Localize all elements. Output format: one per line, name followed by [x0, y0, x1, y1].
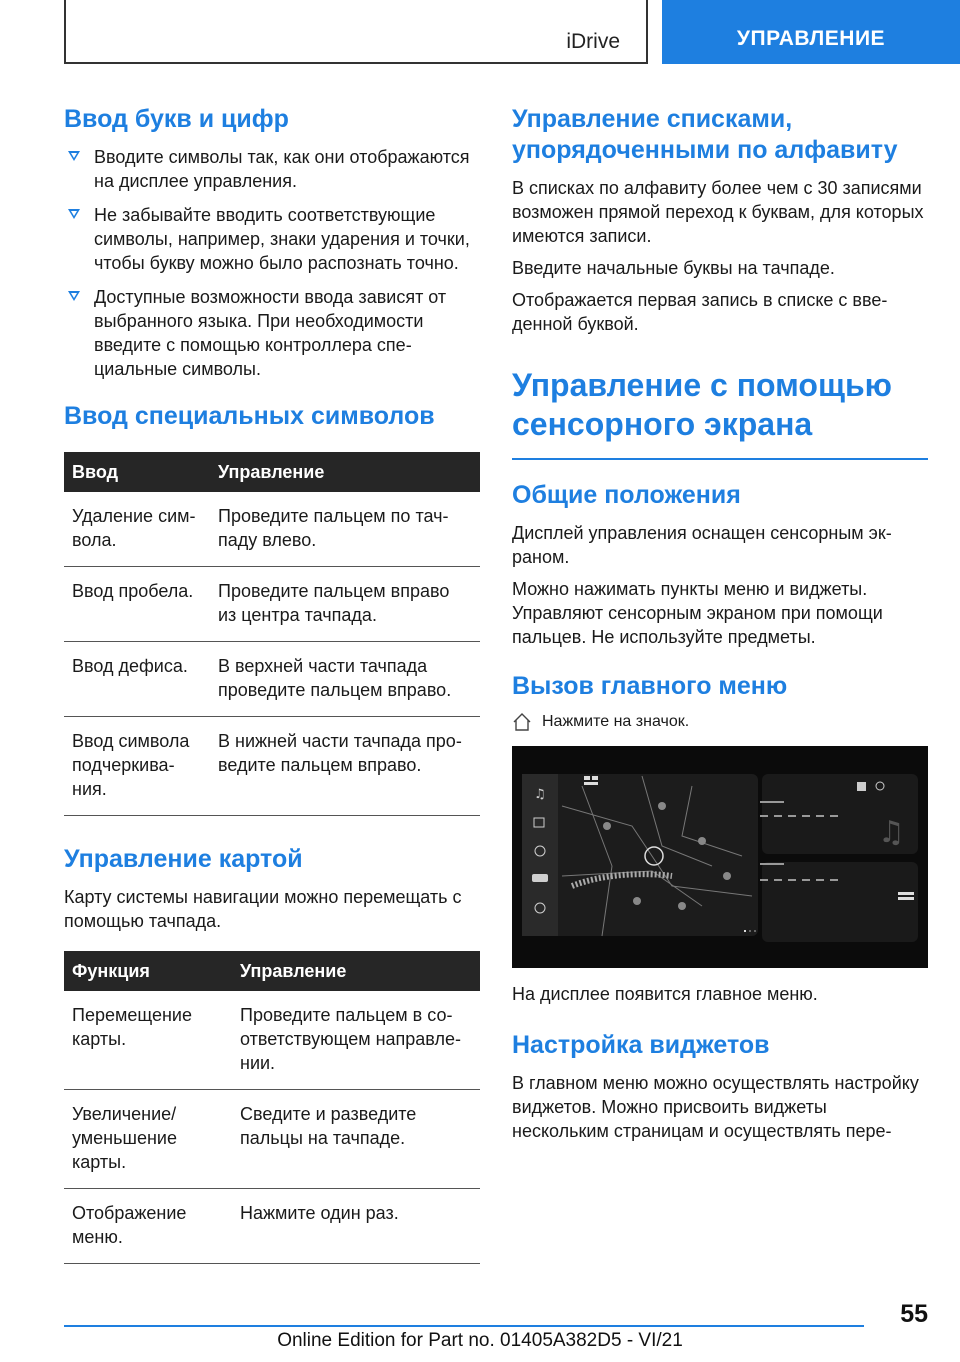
table-row [64, 991, 480, 1090]
section-divider [512, 458, 928, 460]
general-paragraph: Дисплей управления оснащен сенсорным экраном. [512, 523, 892, 567]
table-header-row [64, 951, 480, 991]
heading-map-control: Управление картой [64, 845, 303, 873]
table-cell: Ввод пробела. [64, 567, 210, 642]
table-header-row [64, 452, 480, 492]
heading-input-letters: Ввод букв и цифр [64, 105, 289, 133]
heading-touchscreen: Управление с помощью сенсорного экрана [512, 367, 892, 442]
svg-text:♫: ♫ [534, 787, 546, 802]
bullet-item: Вводите символы так, как они отображаются на дисплее управления. [64, 145, 480, 193]
left-column [64, 104, 480, 1292]
main-menu-caption: На дисплее появится главное меню. [512, 984, 818, 1004]
table-cell: Проведите пальцем по тачпаду влево. [210, 492, 480, 567]
home-instruction-text: Нажмите на значок. [542, 713, 690, 730]
right-column [512, 104, 928, 1151]
lists-paragraph: Отображается первая запись в списке с введенной буквой. [512, 290, 888, 334]
footer-edition: Online Edition for Part no. 01405A382D5 - VI/21 [277, 1330, 683, 1351]
table-row [64, 642, 480, 717]
header-section-box [64, 0, 648, 64]
table-header-cell: Управление [232, 951, 480, 991]
idrive-display-illustration [512, 746, 928, 968]
bullet-item: Доступные возможности ввода зависят от выбранного языка. При необходимости введите с помощью контроллера специальные символы. [64, 285, 480, 381]
triangle-bullet-icon [68, 209, 80, 219]
heading-special-symbols: Ввод специальных символов [64, 402, 435, 430]
map-control-table [64, 951, 480, 1264]
table-row [64, 1090, 480, 1189]
map-description: Карту системы навигации можно перемещать с помощью тачпада. [64, 887, 462, 931]
lists-paragraph: В списках по алфавиту более чем с 30 записями возможен прямой переход к буквам, для которых имеются записи. [512, 178, 924, 246]
triangle-bullet-icon [68, 291, 80, 301]
table-row [64, 1189, 480, 1264]
header-chapter-tab: УПРАВЛЕНИЕ [662, 0, 960, 64]
table-cell: В нижней части тачпада проведите пальцем вправо. [210, 717, 480, 816]
table-cell: В верхней части тачпада проведите пальцем вправо. [210, 642, 480, 717]
heading-main-menu: Вызов главного меню [512, 672, 788, 700]
table-cell: Нажмите один раз. [232, 1189, 480, 1264]
table-cell: Удаление символа. [64, 492, 210, 567]
main-menu-screenshot [512, 746, 928, 968]
header-section-title: iDrive [566, 30, 620, 53]
widget-paragraph: В главном меню можно осуществлять настройку виджетов. Можно присвоить виджеты нескольким страницам и осуществлять пере- [512, 1073, 919, 1141]
table-cell: Ввод символа подчеркивания. [64, 717, 210, 816]
home-icon [512, 712, 532, 732]
table-row [64, 492, 480, 567]
bullet-item: Не забывайте вводить соответствующие символы, например, знаки ударения и точки, чтобы букву можно было распознать точно. [64, 203, 480, 275]
table-cell: Увеличение/ уменьшение карты. [64, 1090, 232, 1189]
footer-divider [64, 1325, 864, 1327]
heading-alpha-lists: Управление списками, упорядоченными по алфавиту [512, 105, 898, 164]
svg-text:♫: ♫ [878, 815, 905, 850]
lists-paragraph: Введите начальные буквы на тачпаде. [512, 258, 835, 278]
table-cell: Перемещение карты. [64, 991, 232, 1090]
table-cell: Ввод дефиса. [64, 642, 210, 717]
triangle-bullet-icon [68, 151, 80, 161]
special-symbols-table [64, 452, 480, 816]
table-cell: Проведите пальцем вправо из центра тачпада. [210, 567, 480, 642]
table-header-cell: Управление [210, 452, 480, 492]
heading-widget-setup: Настройка виджетов [512, 1031, 770, 1059]
table-header-cell: Ввод [64, 452, 210, 492]
home-instruction [512, 712, 928, 732]
table-header-cell: Функция [64, 951, 232, 991]
table-cell: Проведите пальцем в соответствующем направлении. [232, 991, 480, 1090]
general-paragraph: Можно нажимать пункты меню и виджеты. Управляют сенсорным экраном при помощи пальцев. Не используйте предметы. [512, 579, 883, 647]
table-row [64, 567, 480, 642]
input-bullet-list [64, 145, 480, 381]
table-row [64, 717, 480, 816]
table-cell: Отображение меню. [64, 1189, 232, 1264]
table-cell: Сведите и разведите пальцы на тачпаде. [232, 1090, 480, 1189]
heading-general: Общие положения [512, 481, 741, 509]
page-number: 55 [900, 1300, 928, 1328]
